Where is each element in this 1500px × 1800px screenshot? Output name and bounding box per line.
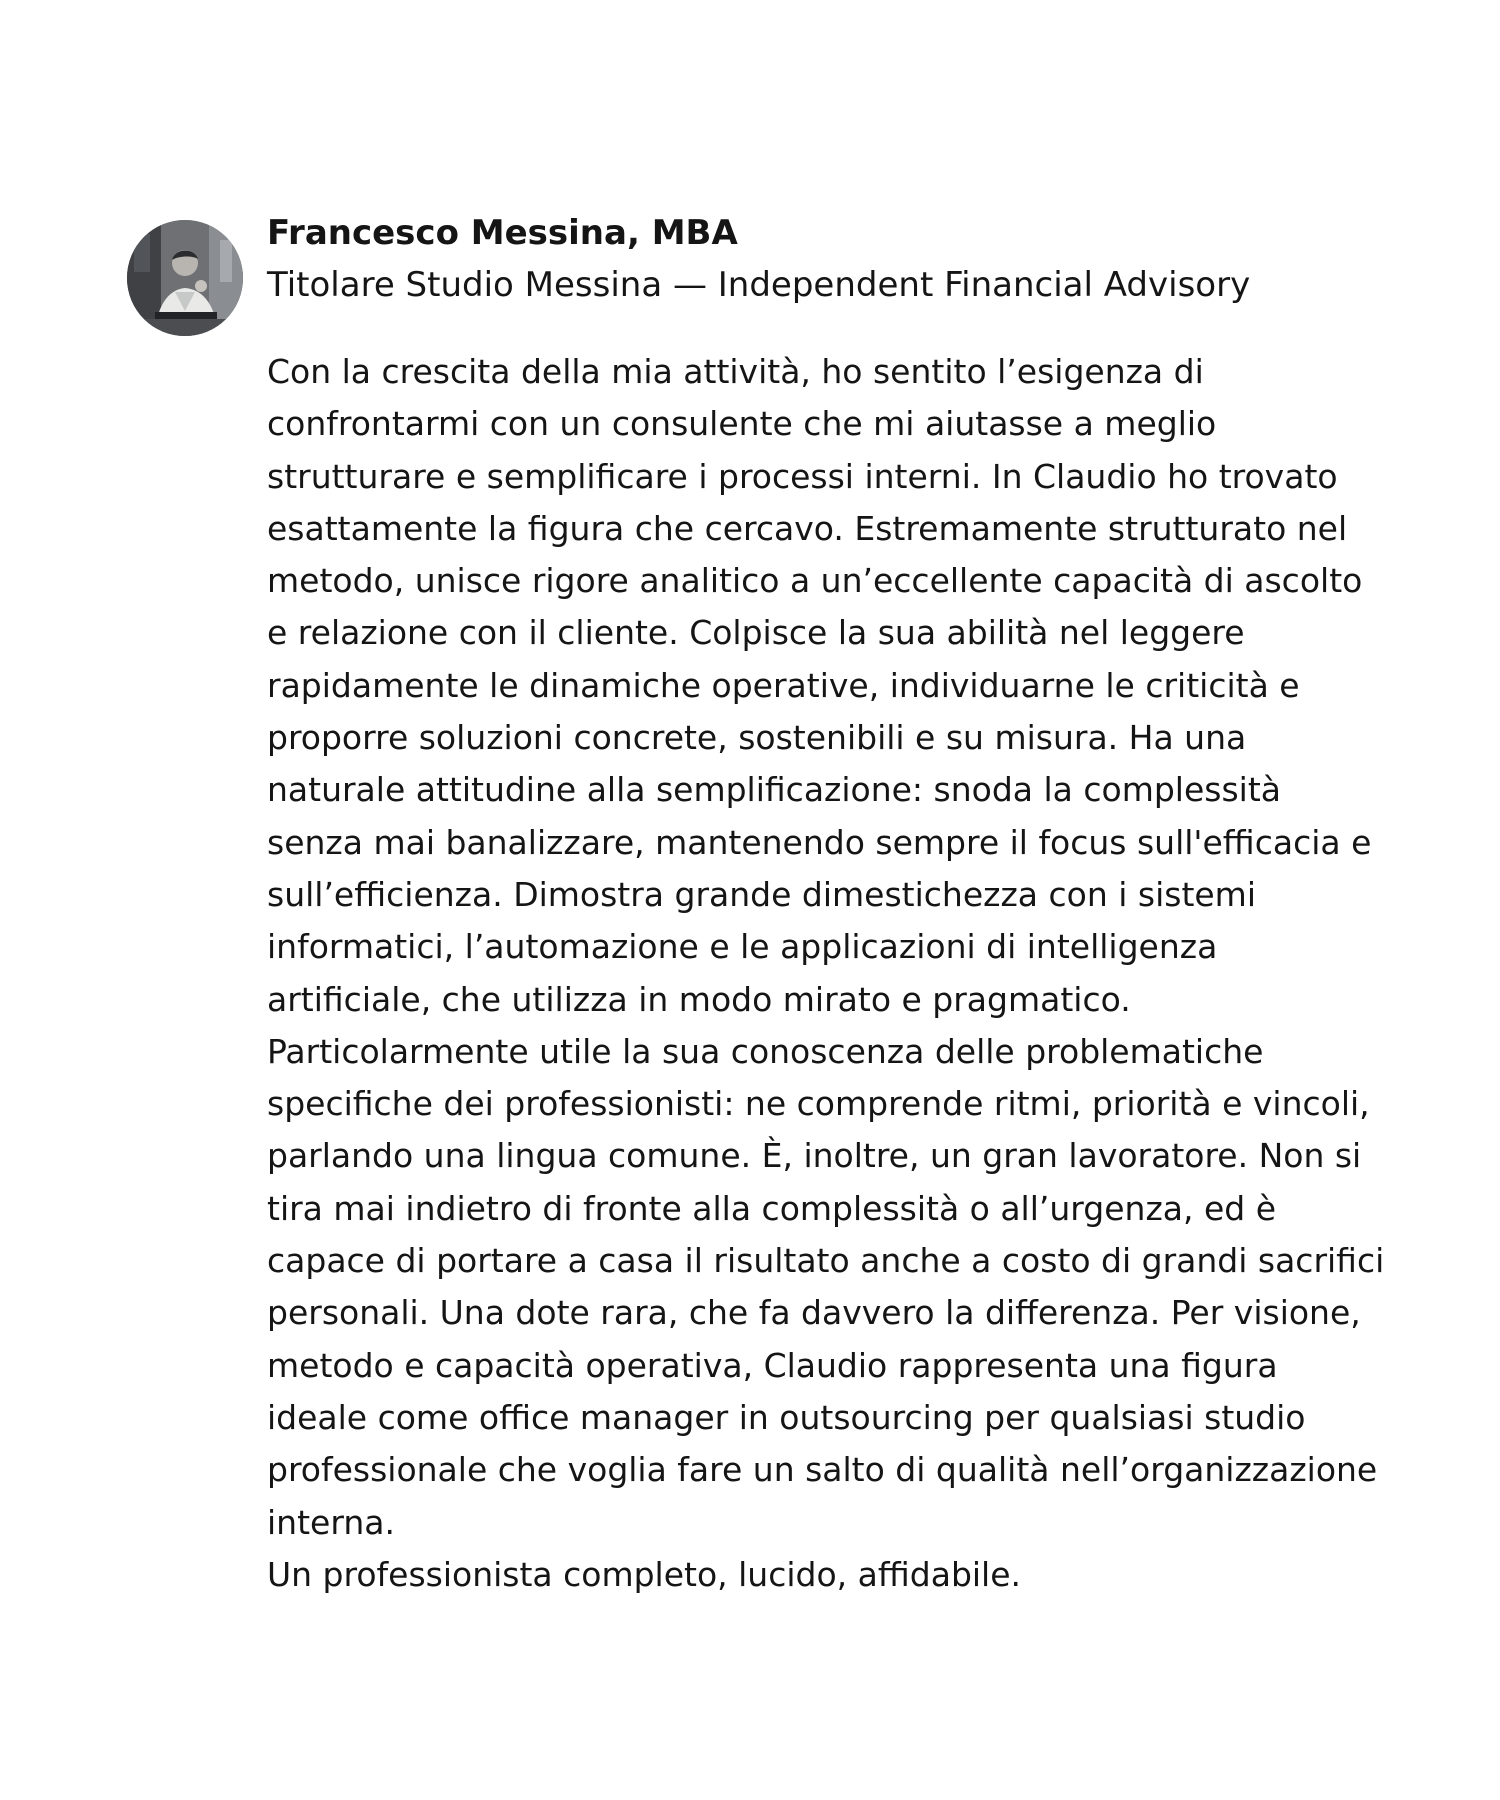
profile-photo-avatar xyxy=(127,220,243,336)
author-avatar[interactable] xyxy=(127,220,243,336)
author-name[interactable]: Francesco Messina, MBA xyxy=(267,213,738,253)
recommendation-paragraph: Un professionista completo, lucido, affidabile. xyxy=(267,1554,1022,1594)
recommendation-paragraph: Con la crescita della mia attività, ho sentito l’esigenza di confrontarmi con un consulente che mi aiutasse a meglio strutturare e semplificare i processi interni. In Claudio ho trovato esattamente la figura che cercavo. Estremamente strutturato nel metodo, unisce rigore analitico a un’eccellente capacità di ascolto e relazione con il cliente. Colpisce la sua abilità nel leggere rapidamente le dinamiche operative, individuarne le criticità e proporre soluzioni concrete, sostenibili e su misura. Ha una naturale attitudine alla semplificazione: snoda la complessità senza mai banalizzare, mantenendo sempre il focus sull'efficacia e sull’efficienza. Dimostra grande dimestichezza con i sistemi informatici, l’automazione e le applicazioni di intelligenza artificiale, che utilizza in modo mirato e pragmatico. Particolarmente utile la sua conoscenza delle problematiche specifiche dei professionisti: ne comprende ritmi, priorità e vincoli, parlando una lingua comune. È, inoltre, un gran lavoratore. Non si tira mai indietro di fronte alla complessità o all’urgenza, ed è capace di portare a casa il risultato anche a costo di grandi sacrifici personali. Una dote rara, che fa davvero la differenza. Per visione, metodo e capacità operativa, Claudio rappresenta una figura ideale come office manager in outsourcing per qualsiasi studio professionale che voglia fare un salto di qualità nell’organizzazione interna. xyxy=(267,352,1385,1542)
author-headline: Titolare Studio Messina — Independent Financial Advisory xyxy=(267,265,1251,305)
recommendation-content xyxy=(267,212,1387,1601)
recommendation-text xyxy=(267,346,1387,1601)
